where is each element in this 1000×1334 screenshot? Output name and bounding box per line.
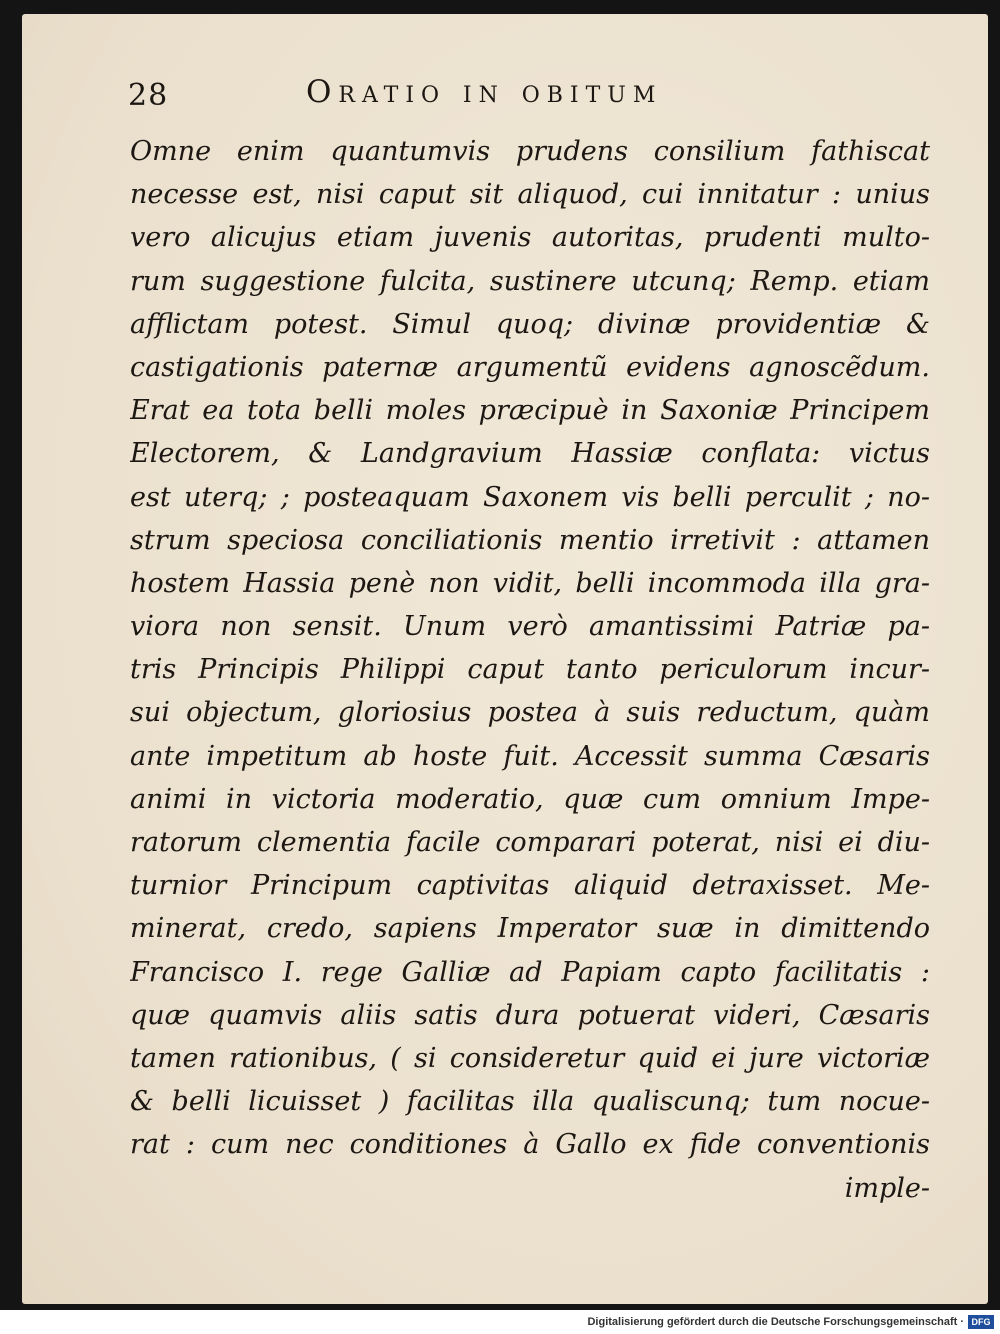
text-line: vero alicujus etiam juvenis autoritas, prudenti multo-: [130, 222, 930, 254]
text-line: Electorem, & Landgravium Hassiæ conflata: victus: [130, 438, 930, 470]
text-line: imple-: [844, 1172, 930, 1204]
dfg-logo-icon: DFG: [968, 1315, 994, 1329]
footer-bar: [0, 1310, 1000, 1334]
text-body: [130, 130, 930, 1210]
text-line: tris Principis Philippi caput tanto periculorum incur-: [130, 654, 930, 686]
running-title: Oratio in obitum: [306, 74, 663, 110]
text-line: minerat, credo, sapiens Imperator suæ in dimittendo: [130, 913, 930, 945]
text-line: tamen rationibus, ( si consideretur quid ei jure victoriæ: [130, 1042, 930, 1074]
text-line: sui objectum, gloriosius postea à suis reductum, quàm: [130, 697, 930, 729]
text-line: turnior Principum captivitas aliquid detraxisset. Me-: [130, 870, 930, 902]
page-number: 28: [128, 78, 169, 113]
page-header: [128, 74, 928, 124]
text-line: Omne enim quantumvis prudens consilium fathiscat: [130, 136, 930, 167]
text-line: & belli licuisset ) facilitas illa qualiscunq; tum nocue-: [130, 1086, 930, 1118]
text-line: Erat ea tota belli moles præcipuè in Saxoniæ Principem: [130, 395, 930, 427]
book-page: [22, 14, 988, 1304]
text-line: est uterq; ; posteaquam Saxonem vis belli perculit ; no-: [130, 481, 930, 513]
digitization-credit: Digitalisierung gefördert durch die Deutsche Forschungsgemeinschaft ·: [587, 1316, 964, 1328]
text-line: ratorum clementia facile comparari poterat, nisi ei diu-: [130, 827, 930, 858]
text-line: castigationis paternæ argumentũ evidens agnoscẽdum.: [130, 351, 930, 383]
text-line: viora non sensit. Unum verò amantissimi Patriæ pa-: [130, 611, 930, 643]
text-line: animi in victoria moderatio, quæ cum omnium Impe-: [130, 783, 930, 815]
text-line: ante impetitum ab hoste fuit. Accessit summa Cæsaris: [130, 740, 930, 772]
text-line: quæ quamvis aliis satis dura potuerat videri, Cæsaris: [130, 999, 930, 1031]
text-line: Francisco I. rege Galliæ ad Papiam capto facilitatis :: [130, 956, 930, 988]
text-line: necesse est, nisi caput sit aliquod, cui innitatur : unius: [130, 179, 930, 211]
text-line: rum suggestione fulcita, sustinere utcunq; Remp. etiam: [130, 265, 930, 297]
text-line: rat : cum nec conditiones à Gallo ex fide conventionis: [130, 1129, 930, 1161]
text-line: afflictam potest. Simul quoq; divinæ providentiæ &: [130, 308, 930, 340]
text-line: hostem Hassia penè non vidit, belli incommoda illa gra-: [130, 567, 930, 599]
text-line: strum speciosa conciliationis mentio irretivit : attamen: [130, 524, 930, 556]
